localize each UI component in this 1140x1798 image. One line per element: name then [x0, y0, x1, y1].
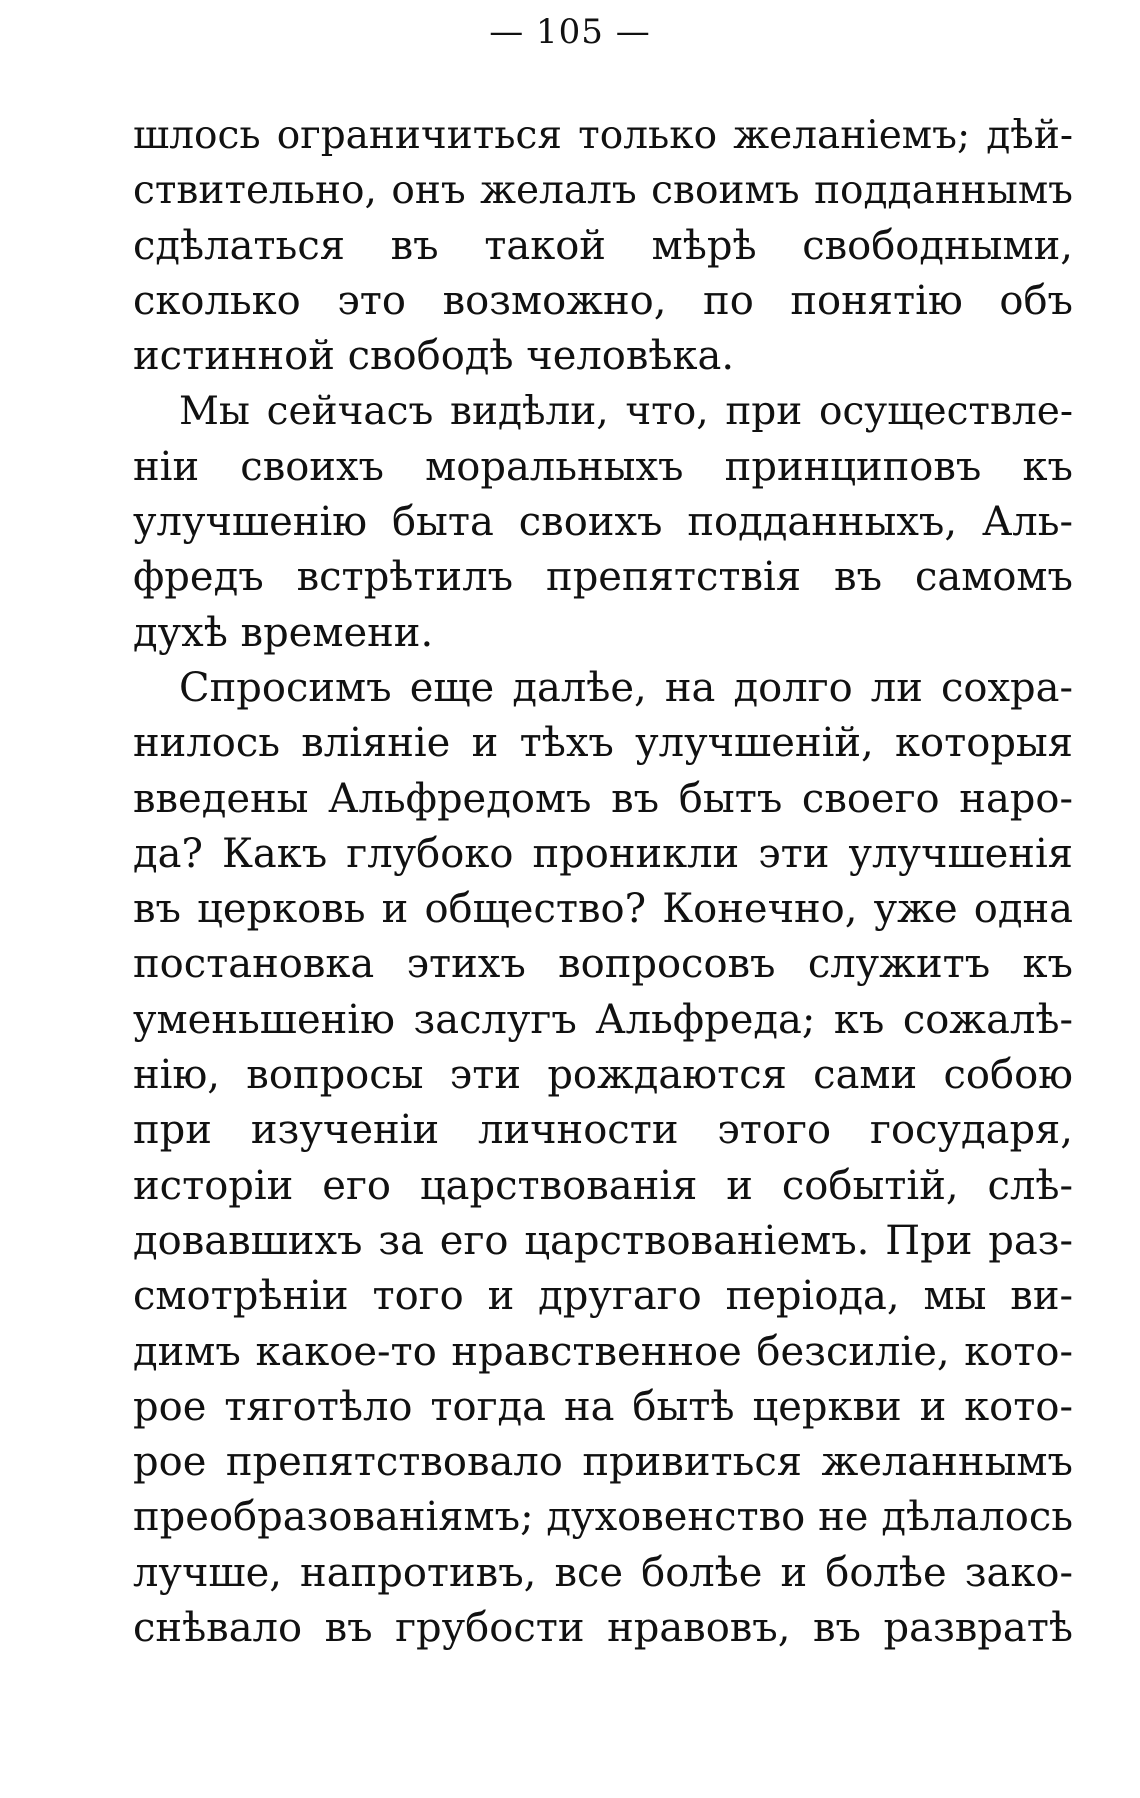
text-line: снѣвало въ грубости нравовъ, въ развратѣ: [133, 1605, 1073, 1652]
text-line: духѣ времени.: [133, 609, 434, 656]
text-line: нилось вліяніе и тѣхъ улучшеній, которыя: [133, 720, 1073, 767]
text-line: Спросимъ еще далѣе, на долго ли сохра-: [179, 664, 1073, 711]
text-line: смотрѣніи того и другаго періода, мы ви-: [133, 1273, 1073, 1320]
text-line: рое тяготѣло тогда на бытѣ церкви и кото-: [133, 1383, 1073, 1430]
text-line: сколько это возможно, по понятію объ: [133, 277, 1073, 324]
text-line: димъ какое-то нравственное безсиліе, кото-: [133, 1328, 1073, 1375]
text-line: Мы сейчасъ видѣли, что, при осуществле-: [179, 389, 1073, 435]
text-line: да? Какъ глубоко проникли эти улучшенія: [133, 830, 1073, 877]
text-line: преобразованіямъ; духовенство не дѣлалось: [133, 1494, 1073, 1541]
text-line: ствительно, онъ желалъ своимъ подданнымъ: [133, 168, 1073, 214]
text-line: шлось ограничиться только желаніемъ; дѣй-: [133, 113, 1073, 158]
text-line: въ церковь и общество? Конечно, уже одна: [133, 886, 1073, 933]
text-line: ніи своихъ моральныхъ принциповъ къ: [133, 443, 1073, 490]
body-text: [133, 108, 1073, 1656]
text-line: сдѣлаться въ такой мѣрѣ свободными,: [133, 222, 1073, 269]
text-line: введены Альфредомъ въ бытъ своего наро-: [133, 775, 1073, 822]
text-line: уменьшенію заслугъ Альфреда; къ сожалѣ-: [133, 996, 1073, 1043]
text-line: рое препятствовало привиться желаннымъ: [133, 1439, 1073, 1486]
text-line: при изученіи личности этого государя,: [133, 1107, 1073, 1154]
text-line: нію, вопросы эти рождаются сами собою: [133, 1052, 1073, 1099]
text-line: улучшенію быта своихъ подданныхъ, Аль-: [133, 499, 1073, 546]
text-line: лучше, напротивъ, все болѣе и болѣе зако-: [133, 1549, 1073, 1596]
text-line: довавшихъ за его царствованіемъ. При раз-: [133, 1217, 1073, 1264]
text-line: фредъ встрѣтилъ препятствія въ самомъ: [133, 554, 1073, 601]
text-line: истинной свободѣ человѣка.: [133, 333, 735, 380]
text-line: постановка этихъ вопросовъ служитъ къ: [133, 941, 1073, 988]
page-number: — 105 —: [489, 12, 651, 52]
text-line: исторіи его царствованія и событій, слѣ-: [133, 1162, 1073, 1209]
